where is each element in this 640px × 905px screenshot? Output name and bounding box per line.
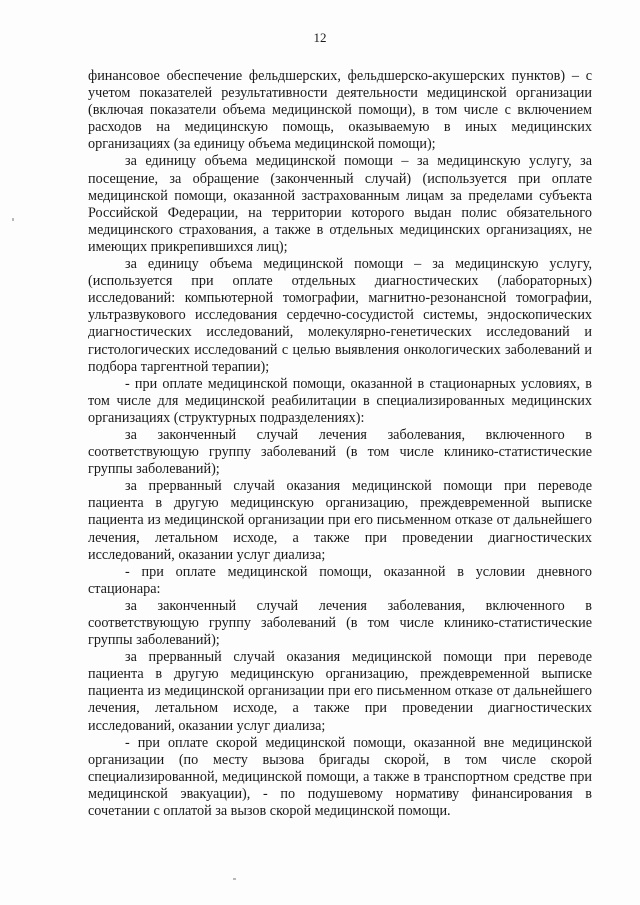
paragraph-5: за законченный случай лечения заболевания, включенного в соответствующую группу заболеваний (в том числе клинико-статистические группы заболеваний); — [88, 426, 592, 478]
scan-artifact — [233, 878, 236, 880]
paragraph-6: за прерванный случай оказания медицинской помощи при переводе пациента в другую медицинскую организацию, преждевременной выписке пациента из медицинской организации при его письменном отказе от дальнейшего лечения, летальном исходе, а также при проведении диагностических исследований, оказании услуг диализа; — [88, 478, 592, 563]
paragraph-10: - при оплате скорой медицинской помощи, оказанной вне медицинской организации (по месту вызова бригады скорой, в том числе скорой специализированной, медицинской помощи, а также в транспортном средстве при медицинской эвакуации), - по подушевому нормативу финансирования в сочетании с оплатой за вызов скорой медицинской помощи. — [88, 734, 592, 820]
paragraph-1: финансовое обеспечение фельдшерских, фельдшерско-акушерских пунктов) – с учетом показателей результативности деятельности медицинской организации (включая показатели объема медицинской помощи), в том числе с включением расходов на медицинскую помощь, оказываемую в иных медицинских организациях (за единицу объема медицинской помощи); — [88, 68, 592, 153]
paragraph-9: за прерванный случай оказания медицинской помощи при переводе пациента в другую медицинскую организацию, преждевременной выписке пациента из медицинской организации при его письменном отказе от дальнейшего лечения, летальном исходе, а также при проведении диагностических исследований, оказании услуг диализа; — [88, 649, 592, 734]
paragraph-7: - при оплате медицинской помощи, оказанной в условии дневного стационара: — [88, 563, 592, 597]
page-number: 12 — [313, 30, 327, 45]
document-body — [88, 68, 592, 820]
paragraph-3: за единицу объема медицинской помощи – за медицинскую услугу, (используется при оплате отдельных диагностических (лабораторных) исследований: компьютерной томографии, магнитно-резонансной томографии, ультразвукового исследования сердечно-сосудистой системы, эндоскопических диагностических исследований, молекулярно-генетических исследований и гистологических исследований с целью выявления онкологических заболеваний и подбора таргентной терапии); — [88, 256, 592, 375]
paragraph-4: - при оплате медицинской помощи, оказанной в стационарных условиях, в том числе для медицинской реабилитации в специализированных медицинских организациях (структурных подразделениях): — [88, 375, 592, 426]
paragraph-8: за законченный случай лечения заболевания, включенного в соответствующую группу заболеваний (в том числе клинико-статистические группы заболеваний); — [88, 597, 592, 649]
paragraph-2: за единицу объема медицинской помощи – за медицинскую услугу, за посещение, за обращение (законченный случай) (используется при оплате медицинской помощи, оказанной застрахованным лицам за пределами субъекта Российской Федерации, на территории которого выдан полис обязательного медицинского страхования, а также в отдельных медицинских организациях, не имеющих прикрепившихся лиц); — [88, 153, 592, 255]
scan-artifact — [12, 218, 14, 221]
